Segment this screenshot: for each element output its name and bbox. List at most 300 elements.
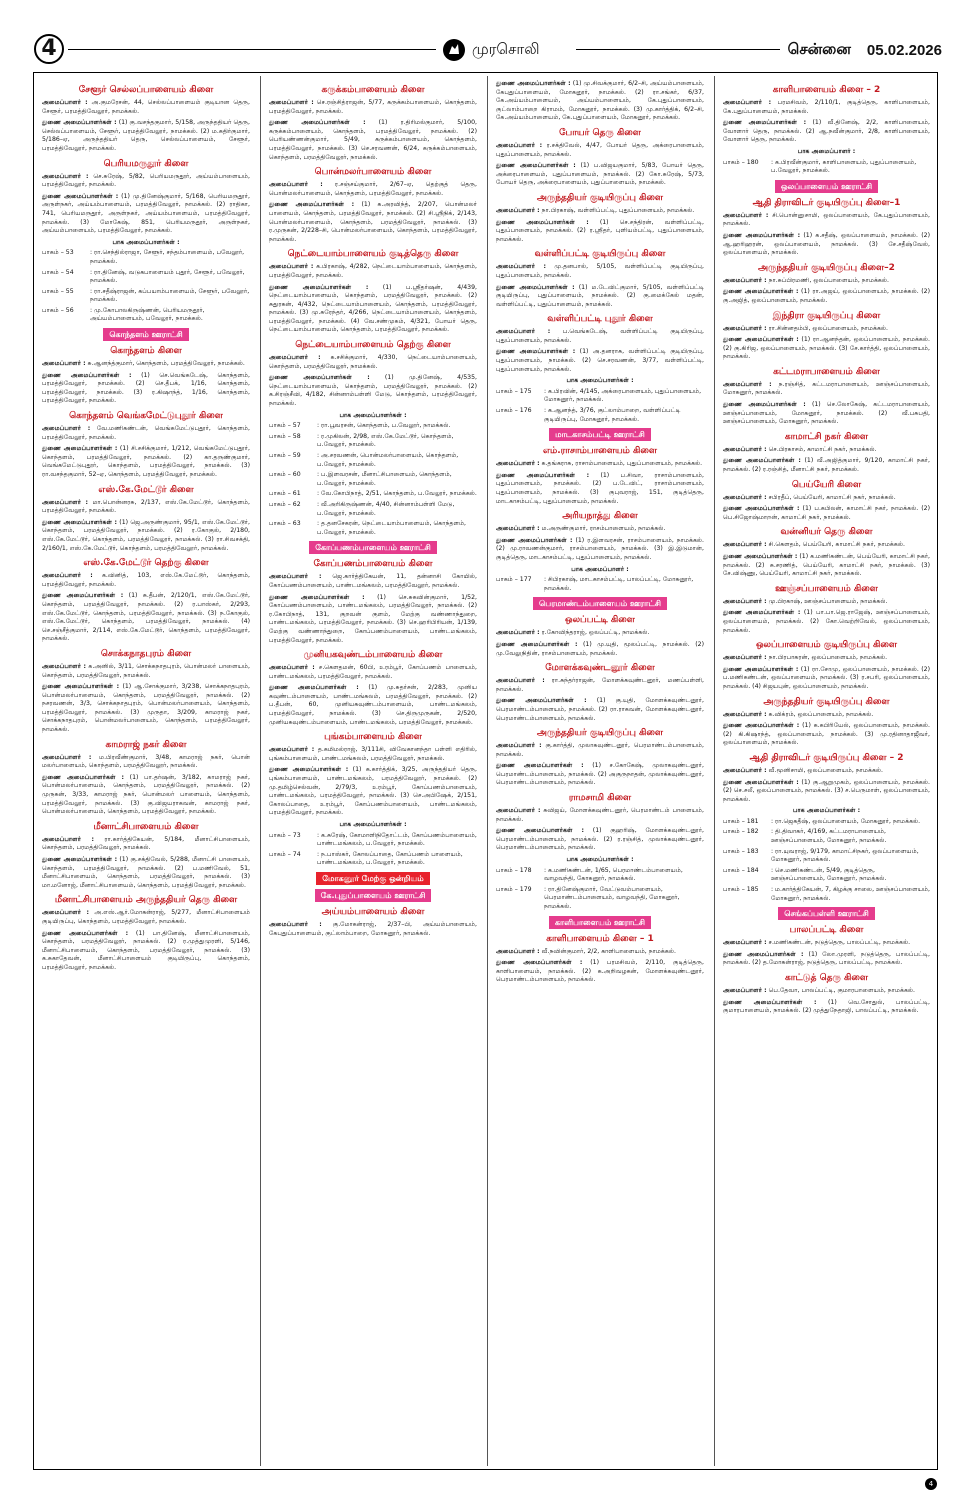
member-details: (1) மு.தினேஷ், 4/535, நெட்டையாம்பாளையம், கொந்தளம், பரமத்திவேலூர், நாமக்கல். (2) க.சிரஞ்சீவி, 4/182, சின்னாம்பள்ளி மேடு, கொந்தளம், பரமத்திவேலூர், நாமக்கல். — [269, 374, 477, 408]
branch-heading: அய்யம்பாளையம் கிளை — [321, 906, 425, 917]
column-2 — [265, 80, 481, 1466]
member-details: அ.குமரேசன், 44, செல்லப்பாளையம் குடியான தெரு, சேளூர், பரமத்திவேலூர், நாமக்கல். — [42, 99, 250, 115]
role-label: துணை அமைப்பாளர்கள் : — [723, 401, 806, 409]
booth-number: பாகம் – 184 — [723, 866, 759, 874]
member-entry — [719, 232, 934, 258]
booth-organiser: : அ.சரவணன், பொன்மலர்பாளையம், கொந்தளம், ப.வேலூர், நாமக்கல். — [317, 452, 459, 468]
booth-number: பாகம் – 53 — [42, 249, 74, 257]
branch-heading: மோளக்கவுண்டனூர் கிளை — [545, 663, 655, 674]
member-details: (1) கு.வசந்தகுமார், 5/158, அருந்ததியர் தெரு, செல்லப்பாளையம், சேளூர், பரமத்திவேலூர், நாமக்கல். (2) ம.கதிர்குமார், 5/186–ஏ, அருந்ததியர் தெரு, செல்லப்பாளையம், சேளூர், பரமத்திவேலூர், நாமக்கல். — [42, 119, 250, 152]
booth-number: பாகம் – 62 — [269, 500, 301, 508]
member-details: (1) ரா.சோமு, ஒலப்பாளையம், நாமக்கல். (2) ப.மணிகண்டன், ஒலப்பாளையம், நாமக்கல். (3) ர.சபரி, ஒலப்பாளையம், நாமக்கல். (4) சிஜயபுன், ஒலப்பாளையம், நாமக்கல். — [723, 665, 930, 690]
booth-entry — [265, 471, 481, 488]
member-details: ஜெ.கார்த்திகேயன், 11, தன்னாசி கோயில், கோப்பணம்பாளையம், பாண்டமங்கலம், பரமத்திவேலூர், நாமக்கல். — [269, 573, 477, 589]
role-label: அமைப்பாளர் : — [496, 947, 540, 955]
member-details: (1) பரமசிவம், 2/110, குடித்தெரு, காளிபாளையம், நாமக்கல். (2) க.அறிவழகன், மோளக்கவுண்டனூர், பெரமாண்டம்பாளையம், நாமக்கல். — [496, 959, 704, 984]
masthead — [0, 0, 972, 64]
member-details: (1) சு.தீபன், 2/120/1, எஸ்.கே.மேட்டூர், கொந்தளம், பரமத்திவேலூர், நாமக்கல். (2) ர.பாஸ்கர், 2/293, எஸ்.கே.மேட்டூர், கொந்தளம், பரமத்திவேலூர், நாமக்கல். (3) ந.கோகுல், எஸ்.கே.மேட்டூர், கொந்தளம், பரமத்திவேலூர், நாமக்கல். (4) செ.சஞ்சீத்குமார், 2/114, எஸ்.கே.மேட்டூர், கொந்தளம், பரமத்திவேலூர், நாமக்கல். — [42, 592, 251, 643]
branch-heading: கட்டமராபாளையம் கிளை — [773, 366, 880, 377]
member-entry — [38, 519, 254, 553]
member-details: (1) சி.சசிக்குமார், 1/212, வெங்கமேட்டுபுதூர், கொந்தளம், பரமத்திவேலூர், நாமக்கல். (2) கா.தருண்குமார், வெங்கமேட்டுபுதூர், கொந்தளம், பரமத்திவேலூர், நாமக்கல். (3) ரா.வசந்தகுமார், 52–ஏ, கொந்தளம், பரமத்திவேலூர், நாமக்கல். — [42, 445, 250, 478]
member-details: கு.மோகன்ராஜ், 2/37–பி, அய்யம்பாளையம், கேபுதுப்பாளையம், குட்லாம்பாறை, மோகனூர், நாமக்கல். — [269, 920, 477, 937]
member-entry — [719, 212, 934, 229]
branch-heading: காளிபாளையம் கிளை – 1 — [546, 933, 654, 944]
newspaper-logo — [436, 36, 576, 64]
role-label: அமைப்பாளர் : — [723, 710, 767, 718]
member-entry — [38, 774, 254, 817]
booth-organiser: : ரா.யுவராஜ், 9/179, காமாட்சிநகர், ஒலப்பாளையம், மோகனூர், நாமக்கல். — [771, 847, 919, 864]
member-details: (1) ர.திரிமல்குமார், 5/100, கருக்கம்பாளையம், கொந்தளம், பரமத்திவேலூர், நாமக்கல். (2) பெரியண்ணன்குமார், 5/49, கருக்கம்பாளையம், கொந்தளம், பரமத்திவேலூர், நாமக்கல். (3) செ.சரவணன், 6/24, கருக்கம்பாளையம், கொந்தளம், பரமத்திவேலூர், நாமக்கல். — [269, 119, 477, 161]
member-entry — [265, 374, 481, 408]
member-details: (1) ப.விஜயகுமார், 5/83, போயர் தெரு, அக்ரைபாளையம், புதுப்பாளையம், நாமக்கல். (2) கோ.சுரேஷ், 5/73, போயர் தெரு, அக்ரைபாளையம், புதுப்பாளையம், நாமக்கல். — [496, 162, 704, 187]
role-label: துணை அமைப்பாளர்கள் : — [42, 773, 124, 781]
branch-heading: இந்திரா குடியிருப்பு கிளை — [772, 310, 881, 321]
member-details: சு.ஆனந்த்குமார், கொந்தளம், பரமத்திவேலூர், நாமக்கல். — [87, 360, 245, 368]
booth-number: பாகம் – 55 — [42, 287, 74, 295]
member-entry — [719, 381, 934, 398]
branch-heading: அருந்ததியர் குடியிருப்பு கிளை — [536, 192, 664, 203]
branch-heading: எஸ்.கே.மேட்டூர் கிளை — [98, 484, 194, 495]
role-label: துணை அமைப்பாளர்கள் : — [496, 471, 590, 479]
member-entry — [38, 909, 254, 926]
member-entry — [38, 930, 254, 973]
panchayat-banner — [492, 428, 708, 441]
member-entry — [719, 598, 934, 607]
role-label: அமைப்பாளர் : — [496, 629, 540, 637]
role-label: அமைப்பாளர் : — [269, 99, 314, 106]
panchayat-banner-label: காளிபாளையம் ஊராட்சி — [549, 916, 651, 929]
booth-section-heading: பாக அமைப்பாளர்கள் : — [339, 821, 407, 828]
booth-section-heading: பாக அமைப்பாளர் : — [797, 147, 856, 155]
member-details: நா.பிரகாஷ், வள்ளிப்பட்டி, புதுப்பாளையம், நாமக்கல். — [541, 206, 695, 214]
member-details: சுவிஜய், மோளக்கவுண்டனூர், பெரமாண்டம் பாளையம், நாமக்கல். — [496, 807, 704, 823]
member-details: (1) பா.தினேஷ், மீனாட்சிபாளையம், கொந்தளம், பரமத்திவேலூர், நாமக்கல். (2) ர.முத்துமுரளி, 5/146, மீனாட்சிபாளையம், கொந்தளம், பரமத்திவேலூர், நாமக்கல். (3) க.சுகாதேவன், மீனாட்சிபாளையம் குடியிருப்பு, கொந்தளம், பரமத்திவேலூர், நாமக்கல். — [42, 929, 251, 971]
member-details: க.வினித், 103, எஸ்.கே.மேட்டூர், கொந்தளம், பரமத்திவேலூர், நாமக்கல். — [42, 572, 250, 588]
role-label: துணை அமைப்பாளர்கள் : — [42, 592, 124, 600]
panchayat-banner — [265, 872, 481, 885]
member-entry — [38, 119, 254, 153]
member-details: (1) ரா.அஜய், ஒலப்பாளையம், நாமக்கல். (2) கு.அஜித், ஒலப்பாளையம், நாமக்கல். — [723, 288, 930, 304]
member-details: ர.சக்திவேல், 4/47, போயர் தெரு, அக்ரைபாளையம், புதுப்பாளையம், நாமக்கல். — [496, 141, 705, 158]
role-label: துணை அமைப்பாளர்கள் : — [723, 231, 801, 239]
panchayat-banner — [265, 889, 481, 902]
role-label: அமைப்பாளர் : — [269, 354, 321, 362]
branch-heading: ராமசாமி கிளை — [568, 793, 632, 804]
branch-heading: புங்கம்பாளையம் கிளை — [324, 732, 422, 743]
role-label: அமைப்பாளர் : — [269, 664, 315, 672]
role-label: அமைப்பாளர் : — [496, 206, 540, 214]
member-entry — [265, 573, 481, 590]
booth-entry — [719, 886, 934, 903]
branch-heading: பொன்மலர்பாளையம் கிளை — [314, 167, 432, 178]
member-details: கு.கார்த்தி, முலாகவுண்டனூர், பெரமாண்டம்பாளையம், நாமக்கல். — [496, 742, 704, 758]
booth-organiser: : வீ.அரிகிருஷ்ணன், 4/40, சின்னாம்பள்ளி மேடு, ப.வேலூர், நாமக்கல். — [317, 500, 455, 517]
member-details: த.கமிமல்ராஜ், 3/111சி, விவேகானந்தா பள்ளி எதிரில், புங்கம்பாளையம், பாண்டமங்கலம், பரமத்திவேலூர், நாமக்கல். — [269, 746, 477, 762]
member-details: (1) வெ.சோதுல், பாலப்பட்டி, குமாரபாளையம், நாமக்கல். (2) முத்துநேதாஜி, பாலப்பட்டி, நாமக்கல். — [723, 998, 931, 1015]
column-1 — [38, 80, 254, 1466]
branch-heading: கோப்பணம்பாளையம் கிளை — [313, 559, 433, 570]
booth-number: பாகம் – 73 — [269, 831, 301, 839]
column-rule — [487, 76, 488, 1466]
booth-entry — [719, 159, 934, 176]
member-entry — [265, 181, 481, 198]
role-label: அமைப்பாளர் : — [496, 525, 540, 533]
member-entry — [719, 505, 934, 522]
member-entry — [719, 722, 934, 748]
role-label: அமைப்பாளர் : — [723, 766, 767, 774]
member-entry — [492, 162, 708, 188]
branch-heading: முனியகவுண்டம்பாளையம் கிளை — [303, 650, 443, 661]
role-label: துணை அமைப்பாளர்கள் : — [269, 766, 349, 774]
panchayat-banner-label: ஒலப்பாளையம் ஊராட்சி — [775, 180, 878, 193]
role-label: துணை அமைப்பாளர்கள் : — [42, 119, 117, 127]
role-label: அமைப்பாளர் : — [723, 276, 767, 284]
booth-entry — [719, 848, 934, 865]
member-entry — [719, 767, 934, 776]
role-label: அமைப்பாளர் : — [42, 572, 93, 580]
branch-heading: ஊஞ்சப்பாளையம் கிளை — [775, 583, 878, 594]
member-entry — [492, 328, 708, 345]
booth-organiser: : ரா.தினேஷ், வடுகபாளையம் புதூர், சேளூர், பவேலூர், நாமக்கல். — [90, 268, 245, 285]
role-label: துணை அமைப்பாளர்கள் : — [496, 697, 587, 705]
booth-entry — [492, 407, 708, 424]
member-details: (1) செ.வெங்கடேஷ், கொந்தளம், பரமத்திவேலூர், நாமக்கல். (2) செ.தீபக், 1/16, கொந்தளம், பரமத்திவேலூர், நாமக்கல். (3) ர.கிஷாந்த், 1/16, கொந்தளம், பரமத்திவேலூர், நாமக்கல். — [42, 371, 250, 405]
member-details: (1) கு.ஆறுமுகம், ஒலப்பாளையம், நாமக்கல். (2) செ.சலீ, ஒலப்பாளையம், நாமக்கல். (3) ச.பெருமாள், ஒலப்பாளையம், நாமக்கல். — [723, 778, 930, 803]
member-details: ம.பிரவீண்குமார், 3/48, காமராஜ் நகர், பொன் மலர்பாளையம், கொந்தளம், பரமத்திவேலூர், நாமக்கல். — [42, 753, 250, 770]
member-entry — [38, 836, 254, 853]
branch-heading: சேளூர் செல்லப்பாளையம் கிளை — [78, 85, 214, 95]
role-label: துணை அமைப்பாளர்கள் : — [496, 762, 584, 770]
booth-entry — [265, 433, 481, 450]
role-label: துணை அமைப்பாளர்கள் : — [269, 201, 355, 209]
member-entry — [38, 572, 254, 589]
member-details: மு.பிரகாஷ், ஊஞ்சப்பாளையம், நாமக்கல். — [768, 597, 888, 605]
role-label: அமைப்பாளர் : — [723, 541, 767, 549]
member-entry — [492, 460, 708, 469]
role-label: துணை அமைப்பாளர்கள் : — [496, 162, 576, 170]
member-details: (1) செ.சுகவின்குமார், 1/52, கோப்பணம்பாளையம், பாண்டமங்கலம், பரமத்திவேலூர், நாமக்கல். (2) ர.கோபிநாத், 131, குறவன் குளம், மேற்கு வண்ணாந்துறை, பாண்டமங்கலம், பரமத்திவேலூர், நாமக்கல். (3) செ.ஹரிபிரியன், 1/139, மேற்கு வண்ணாந்துறை, கோப்பணம்பாளையம், பாண்டமங்கலம், பரமத்திவேலூர், நாமக்கல். — [269, 593, 477, 644]
member-details: (1) க.கபிரியேல், ஒலப்பாளையம், நாமக்கல். (2) கி.கிஷாந்த், ஒலப்பாளையம், நாமக்கல். (3) மு.ரதினாதாஜீவர், ஒலப்பாளையம், நாமக்கல். — [723, 722, 930, 747]
booth-number: பாகம் – 54 — [42, 268, 74, 276]
member-details: சி.கௌதம், பெய்யேரி, காமாட்சி நகர், நாமக்கல். — [768, 541, 905, 549]
member-entry — [38, 372, 254, 406]
role-label: துணை அமைப்பாளர்கள் : — [723, 722, 800, 730]
booth-organiser: : மு.கோபாலகிருஷ்ணன், பெரியமருதூர், அய்யம்பாளையம், பவேலூர், நாமக்கல். — [90, 306, 205, 323]
panchayat-banner-label: மாடகாசம்பட்டி ஊராட்சி — [549, 428, 651, 441]
role-label: துணை அமைப்பாளர்கள் : — [496, 80, 571, 87]
member-details: (1) மு.சிவக்குமார், 6/2–சி, அய்யம்பாளையம், கேபுதுப்பாளையம், மோகனூர், நாமக்கல். (2) ரா.சங்கர், 6/37, கே.அய்யம்பாளையம், அய்யம்பாளையம், கே.புதுப்பாளையம், குட்லாம்பாறை கிராமம், மோகனூர், நாமக்கல். (3) மு.கார்த்திக், 6/2–சி, கே.அய்யம்பாளையம், கே.புதுப்பாளையம், மோகனூர், நாமக்கல். — [496, 80, 705, 122]
role-label: அமைப்பாளர் : — [723, 939, 767, 947]
role-label: துணை அமைப்பாளர்கள் : — [42, 856, 118, 863]
member-entry — [265, 746, 481, 763]
booth-organiser: : த.தனசேகரன், நெட்டையாம்பாளையம், கொந்தளம், ப.வேலூர், நாமக்கல். — [317, 520, 467, 536]
member-entry — [38, 99, 254, 116]
booth-organiser: : க.பிரவின், 4/145, அக்ரைபாளையம், புதுப்பாளையம், மோகனூர், நாமக்கல். — [544, 387, 702, 404]
member-entry — [265, 921, 481, 938]
branch-heading: அருந்ததியர் குடியிருப்பு கிளை — [763, 696, 890, 707]
member-details: (1) மு.சுதர்சன், 2/283, முனிய கவுண்டம்பாளையம், பாண்டமங்கலம், பரமத்திவேலூர், நாமக்கல். (2) ப.தீபன், 60, முனியகவுண்டம்பாளையம், பாண்டமங்கலம், பரமத்திவேலூர், நாமக்கல். (3) செ.திருமுருகன், 2/520, முனியகவுண்டம்பாளையம், பாண்டமங்கலம், பரமத்திவேலூர், நாமக்கல். — [269, 684, 478, 726]
role-label: அமைப்பாளர் : — [42, 662, 87, 670]
member-details: (1) ம.டேவிட்குமார், 5/105, வள்ளிப்பட்டி குடியிருப்பு, புதுப்பாளையம், நாமக்கல். (2) கு.மைக்கேல் மதன், வள்ளிப்பட்டி, புதுப்பாளையம், நாமக்கல். — [496, 283, 705, 308]
member-entry — [265, 284, 481, 336]
member-details: க.பிரகாஷ், 4/282, நெட்டையாம்பாளையம், கொந்தளம், பரமத்திவேலூர், நாமக்கல். — [269, 263, 477, 279]
member-entry — [719, 288, 934, 305]
member-entry — [719, 277, 934, 286]
role-label: துணை அமைப்பாளர்கள் : — [42, 929, 129, 937]
booth-section-heading: பாக அமைப்பாளர்கள் : — [566, 377, 634, 385]
member-entry — [38, 425, 254, 442]
role-label: துணை அமைப்பாளர்கள் : — [269, 374, 370, 382]
member-entry — [492, 80, 708, 123]
role-label: அமைப்பாளர் : — [723, 597, 767, 605]
member-entry — [719, 446, 934, 455]
branch-heading: நெட்டையாம்பாளையம் தெற்கு கிளை — [295, 340, 451, 351]
branch-heading: சொக்கநாதபுரம் கிளை — [100, 648, 192, 659]
member-details: (1) செ.லோகேஷ், கட்டமராபாளையம், ஊஞ்சப்பாளையம், மோகனூர், நாமக்கல். (2) வீ.பசுபதி, ஊஞ்சப்பாளையம், மோகனூர், நாமக்கல். — [723, 401, 930, 426]
page-marker: 4 — [925, 1478, 937, 1490]
member-entry — [719, 457, 934, 474]
booth-organiser: : ரா.தினேஷ்குமார், வேட்டுவம்பாளையம், பெரமாண்டம்பாளையம், வாழவந்தி, மோகனூர், நாமக்கல். — [544, 885, 680, 910]
member-details: க.சசிக்குமார், 4/330, நெட்டையாம்பாளையம், கொந்தளம், பரமத்திவேலூர், நாமக்கல். — [269, 354, 477, 370]
member-entry — [38, 173, 254, 190]
branch-heading: வள்ளிப்பட்டி குடியிருப்பு கிளை — [534, 249, 666, 260]
role-label: துணை அமைப்பாளர்கள் : — [269, 283, 369, 291]
member-details: (1) ப.கபிலன், காமாட்சி நகர், நாமக்கல். (2) பெ.சிஜோஷ்மாறன், காமாட்சி நகர், நாமக்கல். — [723, 505, 930, 521]
booth-number: பாகம் – 56 — [42, 306, 74, 314]
panchayat-banner-label: மோகனூர் மேற்கு ஒன்றியம் — [316, 872, 429, 885]
booth-entry — [265, 832, 481, 849]
member-entry — [38, 360, 254, 369]
booth-number: பாகம் – 57 — [269, 422, 301, 430]
member-details: (1) ரா.ஆனந்தன், ஒலப்பாளையம், நாமக்கல். (2) கு.கிரிஜ, ஒலப்பாளையம், நாமக்கல். (3) சே.கார்த்தி, ஒலப்பாளையம், நாமக்கல். — [723, 336, 930, 361]
role-label: துணை அமைப்பாளர்கள் : — [42, 518, 118, 526]
role-label: அமைப்பாளர் : — [42, 753, 92, 761]
role-label: அமைப்பாளர் : — [723, 211, 769, 219]
member-entry — [492, 219, 708, 245]
member-details: ரா.கார்த்திகேயன், 5/184, மீனாட்சிபாளையம், கொந்தளம், பரமத்திவேலூர், நாமக்கல். — [42, 835, 250, 852]
member-details: க.தங்கராசு, ராசாம்பாளையம், புதுப்பாளையம், நாமக்கல். — [541, 460, 703, 468]
member-details: நா.சுப்பிரமணி, ஒலப்பாளையம், நாமக்கல். — [768, 276, 889, 284]
booth-entry — [492, 388, 708, 405]
member-details: சபிரதீப், பெய்யேரி, காமாட்சி நகர், நாமக்கல். — [768, 493, 896, 501]
role-label: துணை அமைப்பாளர்கள் : — [42, 192, 119, 200]
role-label: அமைப்பாளர் : — [723, 987, 767, 994]
member-details: (1) ப.ஸ்ரீதர்ஷன், 4/439, நெட்டையாம்பாளையம், கொந்தளம், பரமத்திவேலூர், நாமக்கல். (2) சுதுரகன், 4/432, நெட்டையாம்பாளையம், கொந்தளம், பரமத்திவேலூர், நாமக்கல். (3) மு.சுரேந்தர், 4/266, நெட்டையாம்பாளையம், கொந்தளம், பரமத்திவேலூர், நாமக்கல். (4) வே.சண்முகம், 4/321, போயர் தெரு, நெட்டையாம்பாளையம், கொந்தளம், பரமத்திவேலூர், நாமக்கல். — [269, 283, 478, 334]
booth-section-heading: பாக அமைப்பாளர்கள் : — [566, 856, 634, 864]
booth-entry — [265, 452, 481, 469]
booth-number: பாகம் – 60 — [269, 471, 301, 479]
role-label: அமைப்பாளர் : — [42, 360, 86, 368]
booth-entry — [719, 867, 934, 884]
booth-entry — [719, 818, 934, 827]
role-label: அமைப்பாளர் : — [496, 742, 542, 750]
member-entry — [719, 939, 934, 948]
role-label: அமைப்பாளர் : — [42, 909, 90, 917]
branch-heading: வன்னியர் தெரு கிளை — [780, 527, 873, 538]
branch-heading: காமராஜ் நகர் கிளை — [105, 739, 187, 750]
member-entry — [492, 948, 708, 957]
column-3 — [492, 80, 708, 1466]
booth-organiser: : க.சுரேஷ், கோமாளிநிதோட்டம், கோப்பணம்பாளையம், பாண்டமங்கலம், ப.வேலூர், நாமக்கல். — [317, 831, 477, 848]
edition-info — [780, 38, 942, 62]
booth-organiser: : சிபிரகாஷ், மாடகாசம்பட்டி, பாலப்பட்டி, மோகனூர், நாமக்கல். — [544, 576, 694, 592]
member-entry — [38, 445, 254, 479]
branch-heading: வள்ளிப்பட்டி புதூர் கிளை — [547, 314, 653, 325]
role-label: அமைப்பாளர் : — [496, 263, 546, 271]
member-details: செ.பிரகாசம், காமாட்சி நகர், நாமக்கல். — [768, 445, 877, 453]
booth-organiser: : ந.பாஸ்கர், கோலப்பாதை, கோப்பணம் பாளையம், பாண்டமங்கலம், ப.வேலூர், நாமக்கல். — [317, 850, 463, 867]
panchayat-banner-label: கோப்பணம்பாளையம் ஊராட்சி — [309, 541, 437, 554]
member-details: (1) மு.தினேஷ்குமார், 5/168, பெரியமருதூர், அருள்நகர், அய்யம்பாளையம், பரமத்திவேலூர், நாமக்கல். (2) ராதிகா, 741, பெரியமருதூர், அருள்நகர், அய்யம்பாளையம், பரமத்திவேலூர், நாமக்கல். (3) மோகேஷ், 851, பெரியமருதூர், அருள்நகர், அய்யம்பாளையம், பரமத்திவேலூர், நாமக்கல். — [42, 192, 251, 235]
member-entry — [265, 201, 481, 244]
role-label: துணை அமைப்பாளர்கள் : — [496, 536, 573, 544]
branch-heading: மீனாட்சிபாளையம் கிளை — [93, 821, 199, 832]
role-label: அமைப்பாளர் : — [723, 380, 772, 388]
booth-number: பாகம் – 181 — [723, 817, 759, 825]
member-entry — [265, 354, 481, 371]
booth-number: பாகம் – 185 — [723, 886, 759, 894]
panchayat-banner — [719, 180, 934, 193]
panchayat-banner — [492, 597, 708, 610]
role-label: அமைப்பாளர் : — [723, 654, 767, 662]
role-label: துணை அமைப்பாளர்கள் : — [723, 950, 804, 958]
member-details: (1) லோ.முரளி, நடுத்தெரு, பாலப்பட்டி, நாமக்கல். (2) த.மோகன்ராஜ், நடுத்தெரு, பாலப்பட்டி, நாமக்கல். — [723, 950, 931, 967]
member-entry — [265, 766, 481, 818]
edition-date: 05.02.2026 — [866, 41, 942, 59]
role-label: அமைப்பாளர் : — [42, 425, 91, 433]
member-entry — [265, 99, 481, 116]
branch-heading: எஸ்.கே.மேட்டூர் தெற்கு கிளை — [83, 558, 209, 569]
booth-entry — [265, 520, 481, 537]
role-label: துணை அமைப்பாளர்கள் : — [496, 283, 575, 291]
booth-number: பாகம் – 183 — [723, 847, 759, 855]
role-label: துணை அமைப்பாளர்கள் : — [723, 778, 799, 786]
role-label: அமைப்பாளர் : — [723, 324, 767, 332]
branch-heading: கொந்தளம் கிளை — [110, 346, 182, 357]
booth-section-heading: பாக அமைப்பாளர்கள் : — [792, 807, 861, 815]
member-entry — [38, 499, 254, 516]
member-details: ம.அருண்குமார், ராசம்பாளையம், நாமக்கல். — [541, 525, 666, 533]
member-entry — [38, 193, 254, 236]
branch-heading: அருந்ததியர் குடியிருப்பு கிளை — [536, 728, 664, 739]
booth-entry — [492, 886, 708, 912]
member-details: (1) அ.தனராசு, வள்ளிப்பட்டி குடியிருப்பு, புதுப்பாளையம், நாமக்கல். (2) செ.சரவணன், 3/77, வள்ளிப்பட்டி, புதுப்பாளையம், நாமக்கல். — [496, 348, 704, 373]
role-label: அமைப்பாளர் : — [496, 807, 541, 815]
role-label: துணை அமைப்பாளர்கள் : — [723, 505, 800, 513]
member-entry — [265, 263, 481, 280]
member-details: அ.எஸ்.ஆர்.மோகன்ராஜ், 5/277, மீனாட்சிபாளையம் குடியிருப்பு, கொந்தளம், பரமத்திவேலூர், நாமக்கல். — [42, 909, 250, 925]
member-entry — [492, 142, 708, 159]
member-entry — [38, 754, 254, 771]
member-details: மு.தனபால், 5/105, வள்ளிப்பட்டி குடியிருப்பு, புதுப்பாளையம், நாமக்கல். — [496, 263, 704, 279]
branch-heading: நெட்டையாம்பாளையம் குடித்தெரு கிளை — [287, 249, 459, 260]
page-number-badge: 4 — [34, 34, 64, 64]
member-details: ந.ரஞ்சித், கட்டமராபாளையம், ஊஞ்சப்பாளையம், மோகனூர், நாமக்கல். — [723, 380, 930, 397]
role-label: அமைப்பாளர் : — [496, 141, 543, 149]
role-label: அமைப்பாளர் : — [496, 677, 545, 685]
booth-organiser: : ப.இளவரசன், மீனாட்சிபாளையம், கொந்தளம், ப.வேலூர், நாமக்கல். — [317, 471, 452, 487]
member-details: க.விக்ரம், ஒலப்பாளையம், நாமக்கல். — [768, 710, 874, 718]
role-label: துணை அமைப்பாளர்கள் : — [496, 640, 578, 648]
role-label: துணை அமைப்பாளர்கள் : — [269, 684, 359, 692]
member-entry — [719, 711, 934, 720]
booth-section-heading: பாக அமைப்பாளர்கள் : — [339, 411, 407, 419]
branch-heading: காமாட்சி நகர் கிளை — [784, 431, 869, 442]
branch-heading: பாலப்பட்டி கிளை — [789, 925, 864, 936]
member-details: (1) க.சதீஷ், ஒலப்பாளையம், நாமக்கல். (2) ஆ.ஹரிஹரன், ஒலப்பாளையம், நாமக்கல். (3) சே.சதீஷ்வேல், ஒலப்பாளையம், நாமக்கல். — [723, 231, 931, 257]
member-details: (1) கு.யுதி, மோளக்கவுண்டனூர், பெரமாண்டம்பாளையம், நாமக்கல். (2) ரா.ராகவன், மோளக்கவுண்டனூர், பெரமாண்டம்பாளையம், நாமக்கல். — [496, 697, 704, 722]
member-details: ரா.சுந்தர்ராஜன், மோளக்கவுண்டனூர், மணப்பள்ளி, நாமக்கல். — [496, 677, 705, 693]
member-details: (1) குஹரிஷ், மோளக்கவுண்டனூர், பெரமாண்டம்பாளையம், நாமக்கல். (2) ர.ரஞ்சித், முலாக்கவுண்டனூர், பெரமாண்டம்பாளையம், நாமக்கல். — [496, 827, 705, 852]
booth-number: பாகம் – 59 — [269, 452, 301, 459]
member-details: ர.கோவிந்தராஜ், ஒலப்பட்டி, நாமக்கல். — [541, 629, 650, 637]
panchayat-banner — [38, 328, 254, 341]
booth-entry — [492, 867, 708, 884]
role-label: அமைப்பாளர் : — [723, 493, 767, 501]
booth-organiser: : ம.கார்த்திகேயன், 7, கிழக்கு சாலை, ஊஞ்சப்பாளையம், மோகனூர், நாமக்கல். — [771, 886, 930, 902]
role-label: அமைப்பாளர் : — [42, 99, 88, 106]
booth-organiser: : தி.திவாகர், 4/169, கட்டமராபாளையம், ஊஞ்சப்பாளையம், மோகனூர், நாமக்கல். — [771, 828, 887, 845]
role-label: துணை அமைப்பாளர்கள் : — [496, 218, 589, 226]
booth-entry — [265, 501, 481, 518]
member-details: ப.வெங்கடேஷ், வள்ளிப்பட்டி குடியிருப்பு, புதுப்பாளையம், நாமக்கல். — [496, 328, 704, 344]
role-label: அமைப்பாளர் : — [269, 746, 315, 754]
member-entry — [38, 592, 254, 644]
branch-heading: பெய்யேரி கிளை — [791, 479, 862, 490]
member-entry — [719, 99, 934, 116]
role-label: அமைப்பாளர் : — [269, 920, 322, 928]
member-entry — [492, 284, 708, 310]
member-entry — [492, 472, 708, 506]
booth-organiser: : ர.முகிலன், 2/98, எஸ்.கே.மேட்டூர், கொந்தளம், ப.வேலூர், நாமக்கல். — [317, 432, 454, 449]
branch-heading: காளிபாளையம் கிளை – 2 — [772, 85, 881, 95]
member-details: (1) ஆ.சோக்குமார், 3/238, சொக்கநாதபுரம், பொன்மலர்பாளையம், கொந்தளம், பரமத்திவேலூர், நாமக்கல். (2) நசரவணன், 3/3, சொக்கநாதபுரம், பொன்மலர்பாளையம், கொந்தளம், பரமத்திவேலூர், நாமக்கல். (3) முருதா, 3/209, காமராஜ் நகர், சொக்கநாதபுரம், பொன்மலர்பாளையம், கொந்தளம், பரமத்திவேலூர், நாமக்கல். — [42, 683, 251, 734]
role-label: துணை அமைப்பாளர்கள் : — [723, 119, 807, 127]
booth-number: பாகம் – 179 — [496, 885, 532, 893]
member-details: ரா.சின்னதம்பி, ஒலப்பாளையம், நாமக்கல். — [768, 324, 889, 332]
member-entry — [265, 594, 481, 646]
member-details: ர.சஞ்சய்குமார், 2/67–ஏ, தெற்குத் தெரு, பொன்மலர்பாளையம், கொந்தளம், பரமத்திவேலூர், நாமக்கல். — [269, 181, 477, 197]
member-details: (1) கு.சக்திவேல், 5/288, மீனாட்சி பாளையம், கொந்தளம், பரமத்திவேலூர், நாமக்கல். (2) ப.மணிவேல், 51, மீனாட்சிபாளையம், கொந்தளம், பரமத்திவேலூர், நாமக்கல். (3) மா.மனோஜ், மீனாட்சிபாளையம், கொந்தளம், பரமத்திவேலூர், நாமக்கல். — [42, 856, 251, 889]
role-label: துணை அமைப்பாளர்கள் : — [723, 553, 798, 560]
member-entry — [492, 207, 708, 216]
member-entry — [265, 664, 481, 681]
booth-number: பாகம் – 182 — [723, 828, 759, 836]
role-label: துணை அமைப்பாளர்கள் : — [723, 288, 799, 296]
branch-heading: மீனாட்சிபாளையம் அருந்ததியர் தெரு கிளை — [54, 895, 238, 906]
booth-organiser: : ரா.செந்தில்ராஜா, சேளூர், சந்தம்பாளையம், பவேலூர், நாமக்கல். — [90, 249, 245, 265]
role-label: துணை அமைப்பாளர்கள் : — [723, 609, 801, 617]
role-label: துணை அமைப்பாளர்கள் : — [723, 457, 801, 465]
role-label: அமைப்பாளர் : — [269, 181, 323, 189]
member-entry — [492, 348, 708, 374]
member-details: (1) வீ.தினேஷ், 2/2, காளிபாளையம், வோளார் தெரு, நாமக்கல். (2) ஆ.நவீன்குமார், 2/8, காளிபாளையம், வோளார் தெரு, நாமக்கல். — [723, 119, 930, 144]
member-entry — [492, 697, 708, 723]
member-entry — [719, 779, 934, 805]
member-details: வே.மணிகண்டன், வெங்கமேட்டுபுதூர், கொந்தளம், பரமத்திவேலூர், நாமக்கல். — [42, 425, 250, 441]
member-entry — [38, 683, 254, 735]
booth-organiser: : ரா.சதீஷ்ராஜன், கப்பயாம்பாளையம், சேளூர், பவேலூர், நாமக்கல். — [90, 287, 250, 304]
branch-heading: அருந்ததியர் குடியிருப்பு கிளை–2 — [758, 262, 895, 273]
member-entry — [492, 827, 708, 853]
role-label: அமைப்பாளர் : — [496, 328, 551, 336]
member-entry — [719, 999, 934, 1016]
member-entry — [719, 987, 934, 996]
branch-heading: பெரியமருதூர் கிளை — [103, 158, 189, 169]
member-details: பெ.தேவா, பாலப்பட்டி, குமாரபாளையம், நாமக்கல். — [768, 987, 916, 994]
role-label: அமைப்பாளர் : — [496, 460, 540, 468]
booth-organiser: : க.ஆனந்த், 3/76, குட்லாம்பாறை, வள்ளிப்பட்டி குடியிருப்பு, மோகனூர், நாமக்கல். — [544, 407, 681, 423]
